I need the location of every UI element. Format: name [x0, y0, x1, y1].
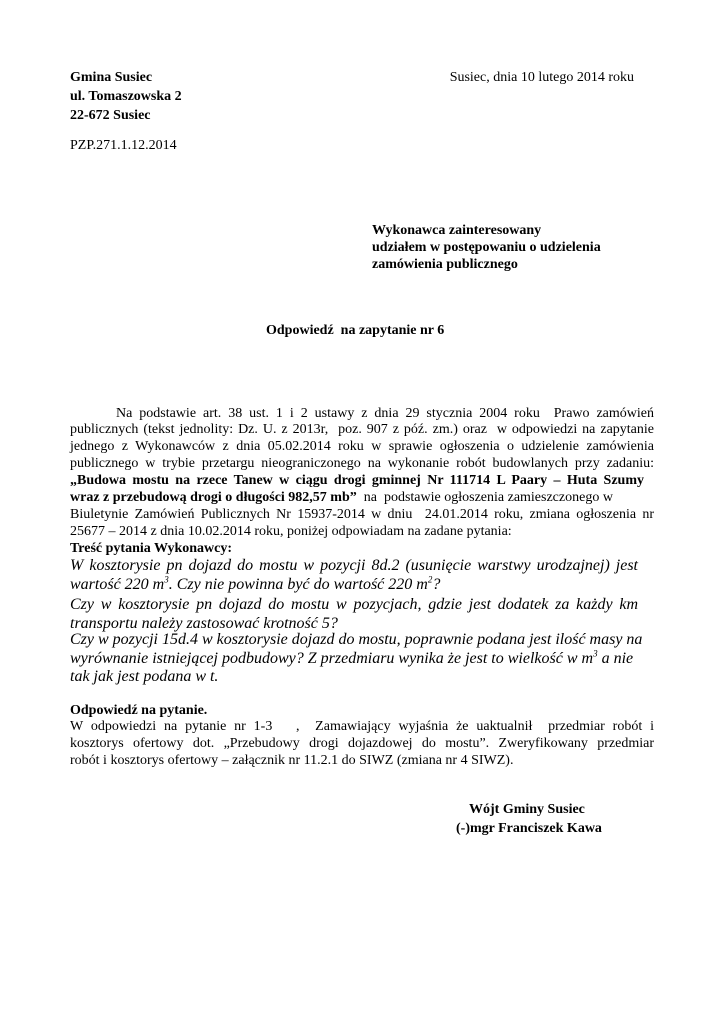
reference-number: PZP.271.1.12.2014: [70, 138, 177, 153]
question-line: [70, 575, 440, 594]
signature-title: Wójt Gminy Susiec: [469, 802, 585, 817]
intro-line: jednego z Wykonawców z dnia 05.02.2014 roku w sprawie ogłoszenia o udzielenie zamówienia: [70, 439, 654, 454]
answer-line: robót i kosztorys ofertowy – załącznik nr 11.2.1 do SIWZ (zmiana nr 4 SIWZ).: [70, 753, 514, 768]
question-line: [70, 649, 638, 668]
question-line-part: wyrównanie istniejącej podbudowy? Z przedmiaru wynika że jest to wielkość w m: [70, 650, 594, 667]
intro-line: publicznych (tekst jednolity: Dz. U. z 2013r, poz. 907 z póź. zm.) oraz w odpowiedzi na zapytanie: [70, 422, 654, 437]
question-line: tak jak jest podana w t.: [70, 668, 219, 685]
answer-heading: Odpowiedź na pytanie.: [70, 703, 208, 718]
signature-name: (-)mgr Franciszek Kawa: [456, 821, 602, 836]
place-date: Susiec, dnia 10 lutego 2014 roku: [449, 70, 634, 85]
intro-task-name: „Budowa mostu na rzece Tanew w ciągu drogi gminnej Nr 111714 L Paary – Huta Szumy: [70, 473, 644, 488]
answer-line: W odpowiedzi na pytanie nr 1-3 , Zamawiający wyjaśnia że uaktualnił przedmiar robót i: [70, 719, 654, 734]
intro-line: 25677 – 2014 z dnia 10.02.2014 roku, poniżej odpowiadam na zadane pytania:: [70, 524, 512, 539]
sender-city: 22-672 Susiec: [70, 108, 151, 123]
addressee-line: Wykonawca zainteresowany: [372, 223, 542, 238]
intro-line: publicznego w trybie przetargu nieograniczonego na wykonanie robót budowlanych przy zadaniu:: [70, 456, 654, 471]
intro-line-rest: na podstawie ogłoszenia zamieszczonego w: [356, 490, 613, 505]
answer-line: kosztorys ofertowy dot. „Przebudowy drogi dojazdowej do mostu”. Zweryfikowany przedmiar: [70, 736, 654, 751]
intro-line: Biuletynie Zamówień Publicznych Nr 15937-2014 w dniu 24.01.2014 roku, zmiana ogłoszenia nr: [70, 507, 654, 522]
question-line-part: . Czy nie powinna być do wartość 220 m: [168, 576, 428, 593]
intro-line: [70, 489, 613, 506]
intro-task-name-cont: wraz z przebudową drogi o długości 982,57 mb”: [70, 490, 357, 505]
addressee-line: udziałem w postępowaniu o udzielenia: [372, 240, 601, 255]
question-heading: Treść pytania Wykonawcy:: [70, 541, 233, 556]
superscript: 3: [593, 648, 598, 659]
addressee-line: zamówienia publicznego: [372, 257, 518, 272]
question-line-part: wartość 220 m: [70, 576, 165, 593]
superscript: 3: [164, 574, 169, 585]
sender-name: Gmina Susiec: [70, 70, 153, 85]
intro-line: Na podstawie art. 38 ust. 1 i 2 ustawy z dnia 29 stycznia 2004 roku Prawo zamówień: [116, 406, 654, 421]
sender-street: ul. Tomaszowska 2: [70, 89, 182, 104]
document-title: Odpowiedź na zapytanie nr 6: [266, 323, 445, 338]
question-line-part: a nie: [597, 650, 634, 667]
question-line: transportu należy zastosować krotność 5?: [70, 615, 338, 632]
question-line: Czy w kosztorysie pn dojazd do mostu w pozycjach, gdzie jest dodatek za każdy km: [70, 596, 638, 613]
question-line-part: ?: [432, 576, 441, 593]
question-line: W kosztorysie pn dojazd do mostu w pozycji 8d.2 (usunięcie warstwy urodzajnej) jest: [70, 557, 638, 574]
question-line: Czy w pozycji 15d.4 w kosztorysie dojazd do mostu, poprawnie podana jest ilość masy na: [70, 631, 643, 648]
superscript: 2: [427, 574, 433, 585]
